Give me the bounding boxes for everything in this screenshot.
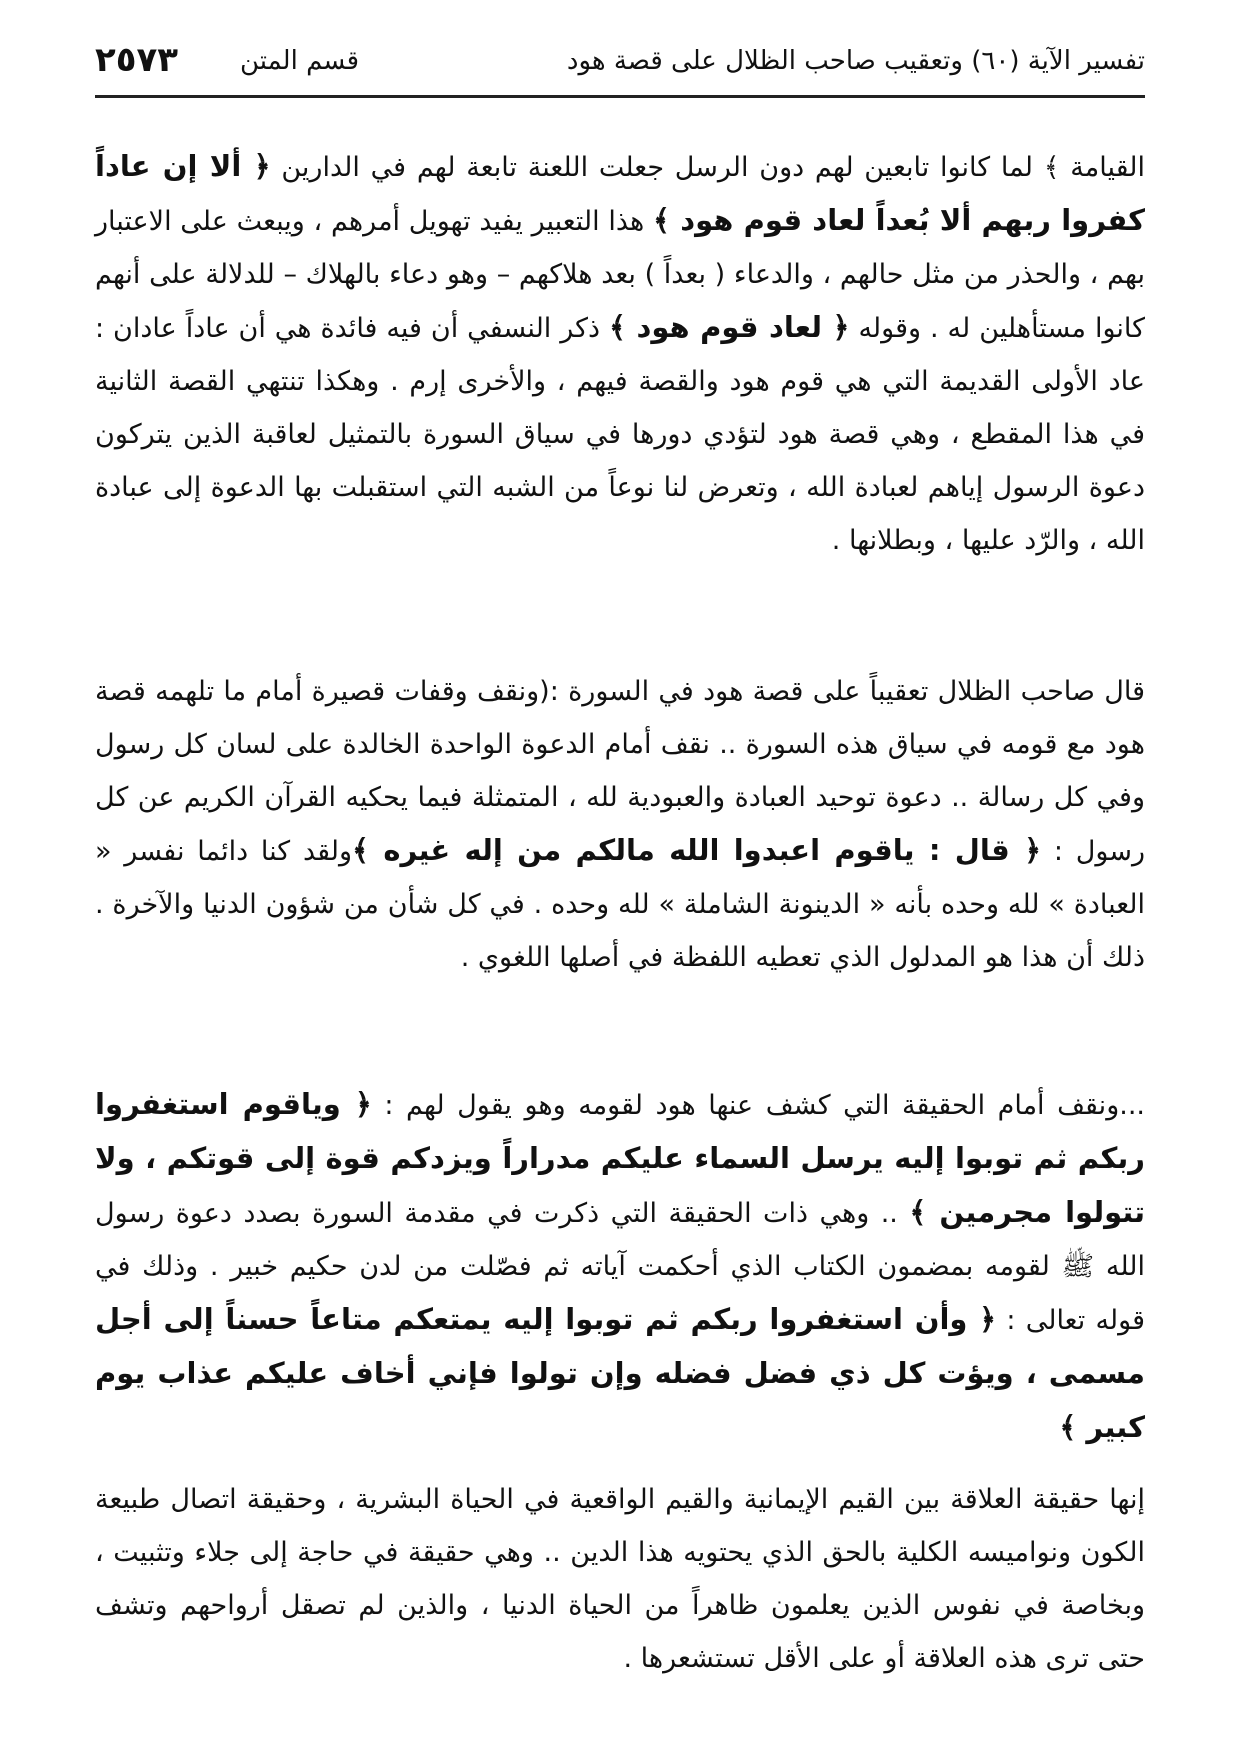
running-title: تفسير الآية (٦٠) وتعقيب صاحب الظلال على قصة هود xyxy=(566,46,1145,76)
quran-quote: ﴿ لعاد قوم هود ﴾ xyxy=(609,310,850,344)
paragraph-4 xyxy=(95,1473,1145,1685)
paragraph-1 xyxy=(95,140,1145,567)
section-label: قسم المتن xyxy=(240,46,360,76)
text-run: قال صاحب الظلال تعقيباً على قصة هود في السورة :(ونقف وقفات قصيرة أمام ما تلهمه قصة هود مع قومه في سياق هذه السورة .. نقف أمام الدعوة الواحدة الخالدة على لسان كل رسول وفي كل رسالة .. دعوة توحيد العبادة والعبودية لله ، المتمثلة فيما يحكيه القرآن الكريم عن كل رسول : xyxy=(95,676,1145,867)
text-run: ذكر النسفي أن فيه فائدة هي أن عاداً عادان : عاد الأولى القديمة التي هي قوم هود والقصة فيهم ، والأخرى إرم . وهكذا تنتهي القصة الثانية في هذا المقطع ، وهي قصة هود لتؤدي دورها في سياق السورة بالتمثيل لعاقبة الذين يتركون دعوة الرسول إياهم لعبادة الله ، وتعرض لنا نوعاً من الشبه التي استقبلت بها الدعوة إلى عبادة الله ، والرّد عليها ، وبطلانها . xyxy=(95,313,1145,556)
quran-quote: ﴿ قال : ياقوم اعبدوا الله مالكم من إله غيره ﴾ xyxy=(352,833,1042,867)
paragraph-2 xyxy=(95,665,1145,984)
text-run: .. وهي ذات الحقيقة التي ذكرت في مقدمة السورة بصدد دعوة رسول الله ﷺ لقومه بمضمون الكتاب الذي أحكمت آياته ثم فصّلت من لدن حكيم خبير . وذلك في قوله تعالى : xyxy=(95,1198,1145,1336)
text-run: هذا التعبير يفيد تهويل أمرهم ، ويبعث على الاعتبار بهم ، والحذر من مثل حالهم ، والدعاء ( بعداً ) بعد هلاكهم – وهو دعاء بالهلاك – للدلالة على أنهم كانوا مستأهلين له . وقوله xyxy=(95,206,1146,344)
text-run: إنها حقيقة العلاقة بين القيم الإيمانية والقيم الواقعية في الحياة البشرية ، وحقيقة اتصال طبيعة الكون ونواميسه الكلية بالحق الذي يحتويه هذا الدين .. وهي حقيقة في حاجة إلى جلاء وتثبيت ، وبخاصة في نفوس الذين يعلمون ظاهراً من الحياة الدنيا ، والذين لم تصقل أرواحهم وتشف حتى ترى هذه العلاقة أو على الأقل تستشعرها . xyxy=(95,1484,1145,1674)
paragraph-3 xyxy=(95,1078,1145,1455)
header-rule xyxy=(95,95,1145,98)
text-run: القيامة ﴾ لما كانوا تابعين لهم دون الرسل جعلت اللعنة تابعة لهم في الدارين xyxy=(270,152,1145,183)
quran-quote: ﴿ وياقوم استغفروا ربكم ثم توبوا إليه يرسل السماء عليكم مدراراً ويزدكم قوة إلى قوتكم ، ولا تتولوا مجرمين ﴾ xyxy=(95,1087,1146,1229)
page-number: ٢٥٧٣ xyxy=(95,40,179,80)
text-run: ولقد كنا دائما نفسر « العبادة » لله وحده بأنه « الدينونة الشاملة » لله وحده . في كل شأن من شؤون الدنيا والآخرة . ذلك أن هذا هو المدلول الذي تعطيه اللفظة في أصلها اللغوي . xyxy=(95,836,1145,973)
page-header xyxy=(95,30,1145,92)
quran-quote: ﴿ وأن استغفروا ربكم ثم توبوا إليه يمتعكم متاعاً حسناً إلى أجل مسمى ، ويؤت كل ذي فضل فضله وإن تولوا فإني أخاف عليكم عذاب يوم كبير ﴾ xyxy=(95,1302,1145,1444)
text-run: ...ونقف أمام الحقيقة التي كشف عنها هود لقومه وهو يقول لهم : xyxy=(371,1090,1145,1121)
quran-quote: ﴿ ألا إن عاداً كفروا ربهم ألا بُعداً لعاد قوم هود ﴾ xyxy=(95,149,1145,237)
